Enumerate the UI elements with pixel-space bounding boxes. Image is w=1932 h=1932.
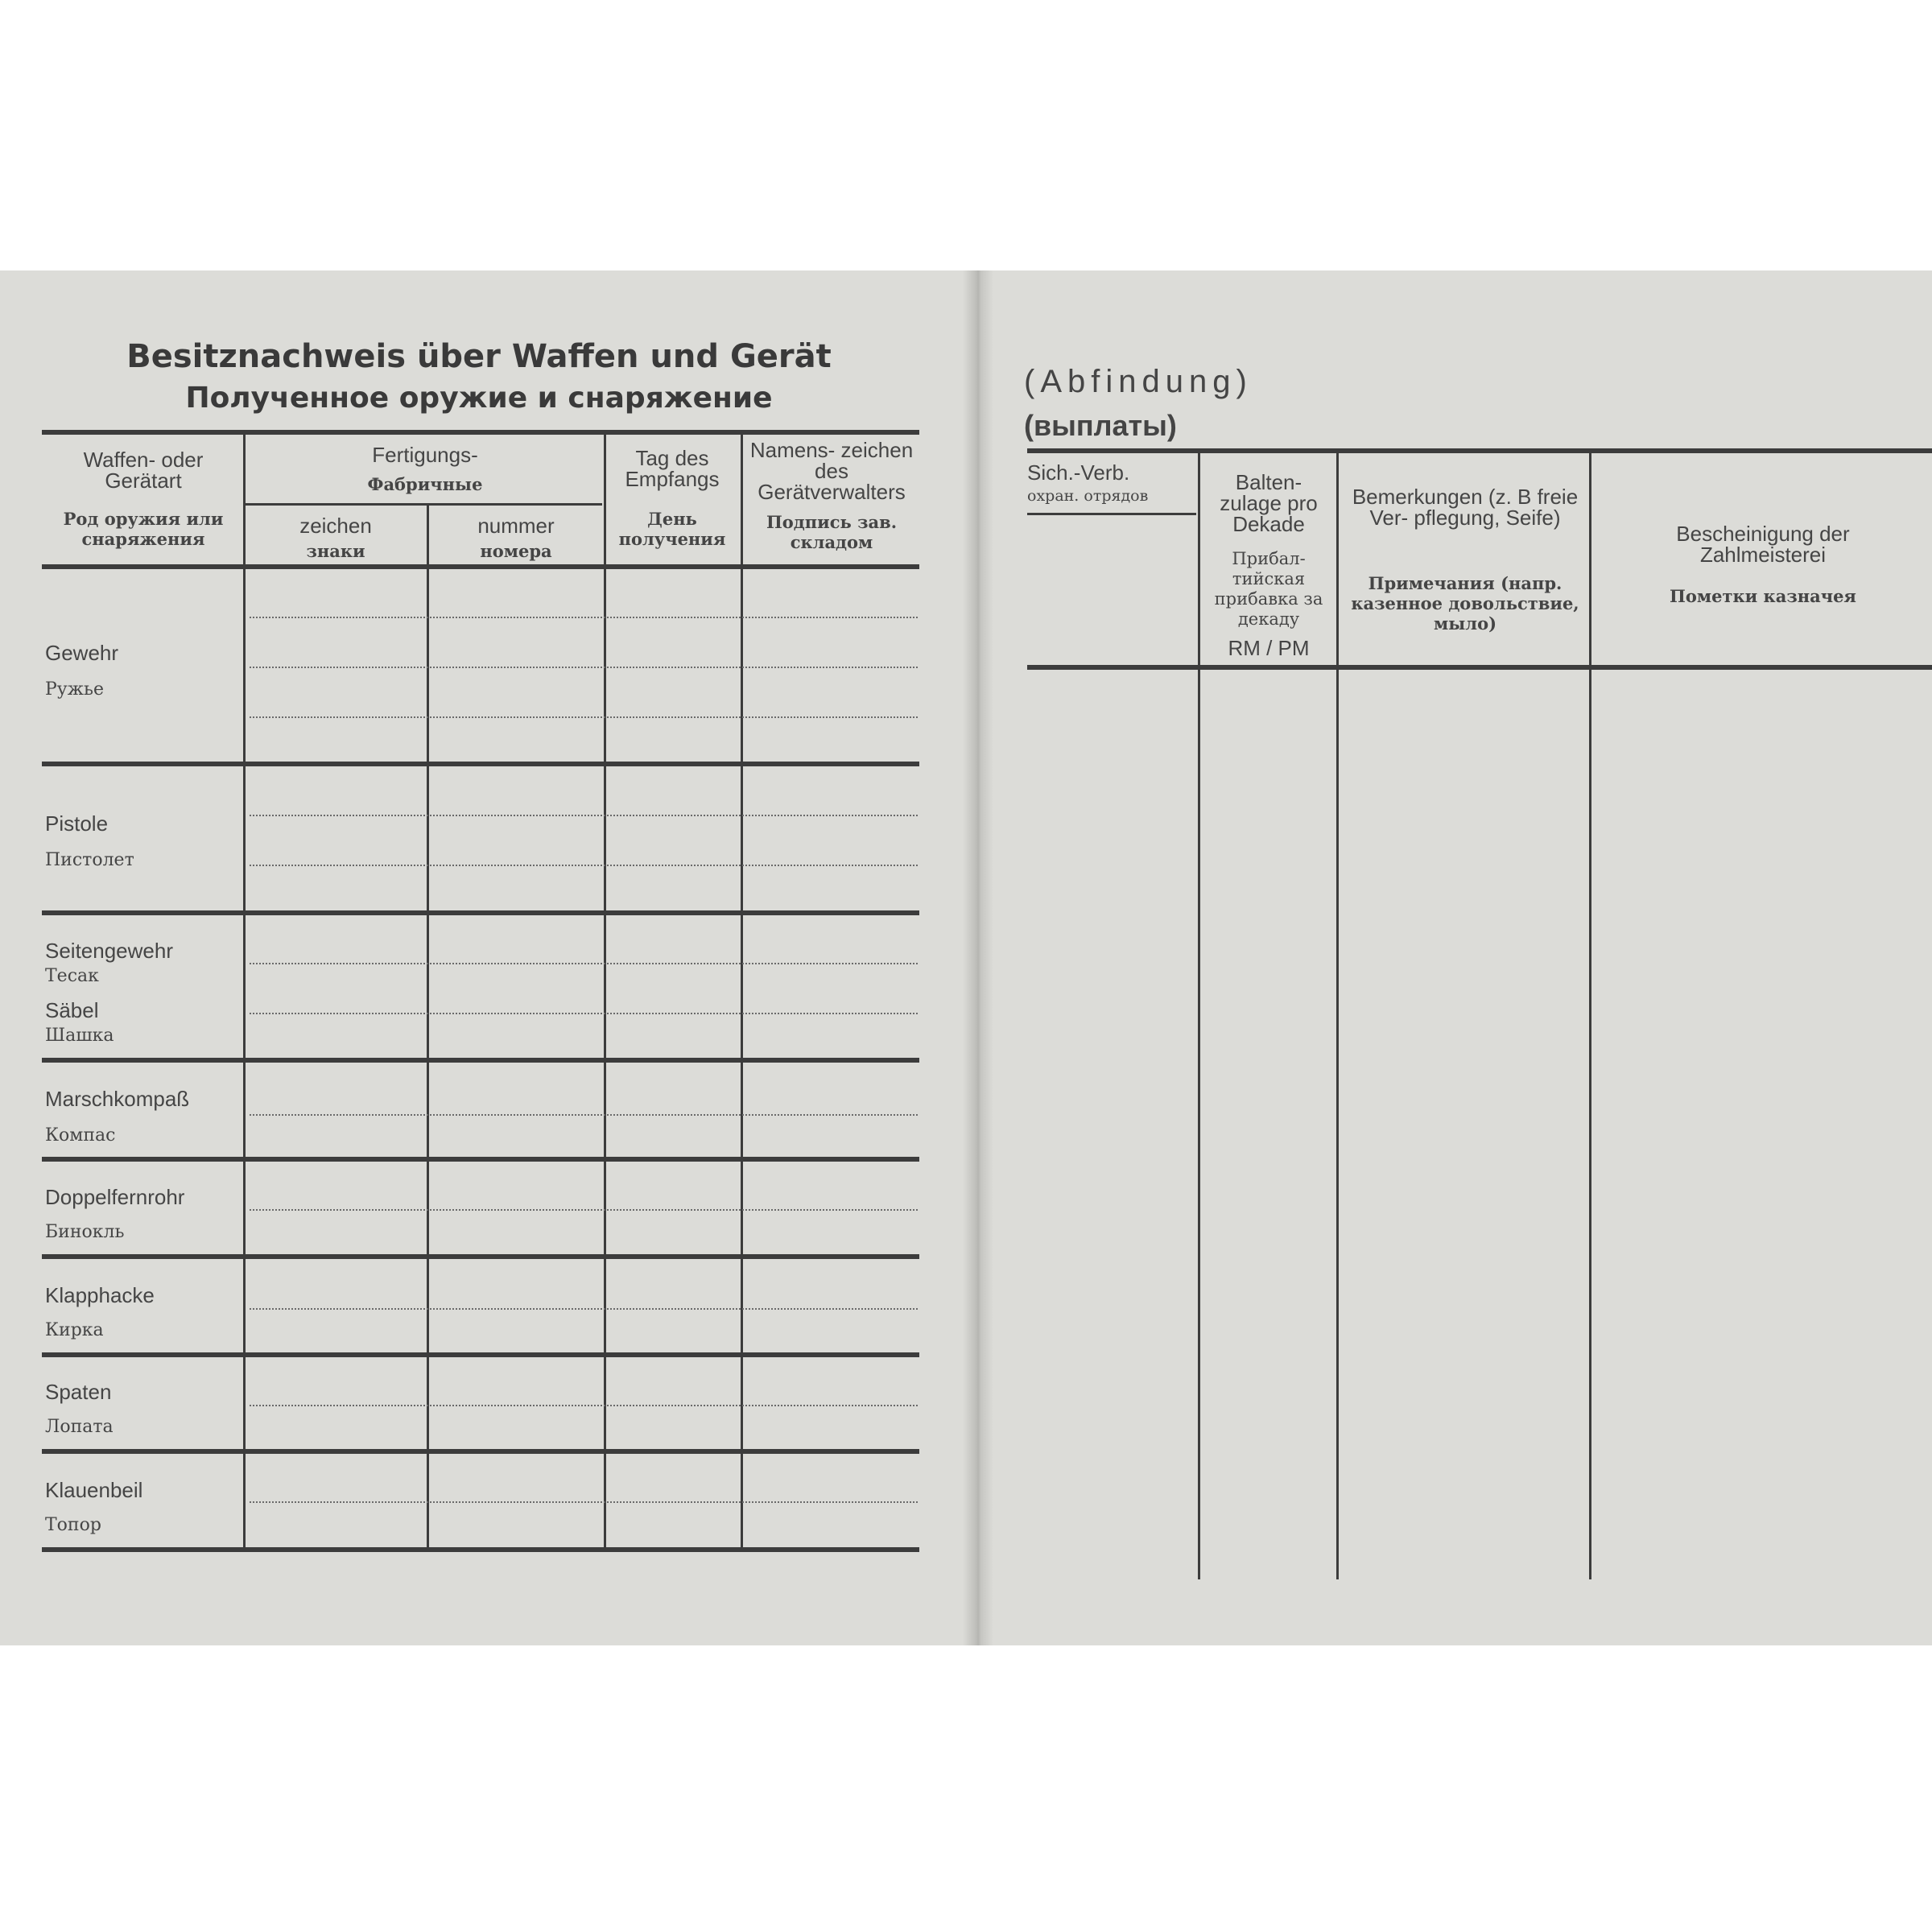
col-header-namens: Namens- zeichen des Gerätverwalters xyxy=(749,438,914,504)
right-header-bottom-rule xyxy=(1027,665,1932,670)
item-marschkompass-ru: Компас xyxy=(45,1125,116,1146)
item-pistole-ru: Пистолет xyxy=(45,850,134,870)
right-page-title-ru: (выплаты) xyxy=(1024,409,1177,442)
section-rule xyxy=(42,1449,919,1454)
col-header-bescheinigung: Bescheinigung der Zahlmeisterei xyxy=(1676,522,1850,567)
col-header-fertigungs-ru: Фабричные xyxy=(367,474,483,494)
left-page-title-ru: Полученное оружие и снаряжение xyxy=(185,382,773,415)
col-header-balten-ru: Прибал- тийская прибавка за декаду xyxy=(1214,549,1323,629)
entry-line[interactable] xyxy=(250,1308,918,1310)
col-header-sich-verb-ru: охран. отрядов xyxy=(1027,487,1149,505)
entry-line[interactable] xyxy=(250,1501,918,1503)
item-saebel: Säbel xyxy=(45,998,99,1022)
entry-line[interactable] xyxy=(250,963,918,964)
col-divider-4 xyxy=(741,433,743,1552)
col-divider-2 xyxy=(427,504,429,1552)
section-rule xyxy=(42,762,919,766)
item-klapphacke: Klapphacke xyxy=(45,1283,155,1307)
col-header-nummer: nummer xyxy=(477,514,555,538)
section-rule xyxy=(42,910,919,915)
section-rule xyxy=(42,1254,919,1259)
item-marschkompass: Marschkompaß xyxy=(45,1087,190,1111)
right-col-divider-3 xyxy=(1589,452,1591,1579)
item-pistole: Pistole xyxy=(45,811,109,836)
entry-line[interactable] xyxy=(250,1209,918,1211)
item-gewehr-ru: Ружье xyxy=(45,679,104,700)
col-header-namens-ru: Подпись зав. складом xyxy=(766,512,898,552)
item-seitengewehr-ru: Тесак xyxy=(45,966,99,986)
right-page-title: (Abfindung) xyxy=(1024,364,1253,399)
entry-line[interactable] xyxy=(250,815,918,816)
item-klauenbeil: Klauenbeil xyxy=(45,1478,143,1502)
col-header-zeichen-ru: знаки xyxy=(306,541,365,561)
entry-line[interactable] xyxy=(250,617,918,618)
col-divider-3 xyxy=(604,433,606,1552)
header-bottom-rule xyxy=(42,564,919,569)
section-rule xyxy=(42,1157,919,1162)
right-col-divider-1 xyxy=(1198,452,1200,1579)
entry-line[interactable] xyxy=(250,1114,918,1116)
col-header-sich-verb: Sich.-Verb. xyxy=(1027,460,1130,485)
section-rule xyxy=(42,1352,919,1357)
entry-line[interactable] xyxy=(250,716,918,718)
entry-line[interactable] xyxy=(250,865,918,866)
col-header-type: Waffen- oder Gerätart xyxy=(83,448,204,493)
col-header-bemerkungen: Bemerkungen (z. B freie Ver- pflegung, Seife) xyxy=(1352,485,1579,530)
col-header-fertigungs: Fertigungs- xyxy=(372,443,478,467)
item-saebel-ru: Шашка xyxy=(45,1026,114,1046)
item-doppelfernrohr-ru: Бинокль xyxy=(45,1222,125,1242)
col-divider-1 xyxy=(243,433,246,1552)
col-header-balten-unit: RM / PM xyxy=(1228,636,1310,660)
col-header-balten: Balten- zulage pro Dekade xyxy=(1220,470,1318,536)
col-header-tag: Tag des Empfangs xyxy=(625,446,720,491)
section-rule xyxy=(42,1058,919,1063)
left-page-title: Besitznachweis über Waffen und Gerät xyxy=(126,338,832,375)
item-seitengewehr: Seitengewehr xyxy=(45,939,173,963)
fertigungs-rule xyxy=(243,503,602,506)
sich-verb-rule xyxy=(1027,513,1196,515)
col-header-bescheinigung-ru: Пометки казначея xyxy=(1670,586,1856,606)
item-spaten: Spaten xyxy=(45,1380,112,1404)
entry-line[interactable] xyxy=(250,1013,918,1014)
col-header-type-ru: Род оружия или снаряжения xyxy=(63,509,224,549)
book-gutter xyxy=(963,270,993,1645)
right-col-divider-2 xyxy=(1336,452,1339,1579)
item-doppelfernrohr: Doppelfernrohr xyxy=(45,1185,185,1209)
col-header-tag-ru: День получения xyxy=(618,509,726,549)
col-header-bemerkungen-ru: Примечания (напр. казенное довольствие, мыло) xyxy=(1351,573,1579,634)
table-bottom-rule xyxy=(42,1547,919,1552)
col-header-zeichen: zeichen xyxy=(299,514,372,538)
right-table-top-rule xyxy=(1027,448,1932,453)
item-klauenbeil-ru: Топор xyxy=(45,1515,101,1535)
item-klapphacke-ru: Кирка xyxy=(45,1320,104,1340)
item-spaten-ru: Лопата xyxy=(45,1417,114,1437)
item-gewehr: Gewehr xyxy=(45,641,119,665)
table-top-rule xyxy=(42,430,919,435)
entry-line[interactable] xyxy=(250,667,918,668)
col-header-nummer-ru: номера xyxy=(480,541,552,561)
entry-line[interactable] xyxy=(250,1405,918,1406)
